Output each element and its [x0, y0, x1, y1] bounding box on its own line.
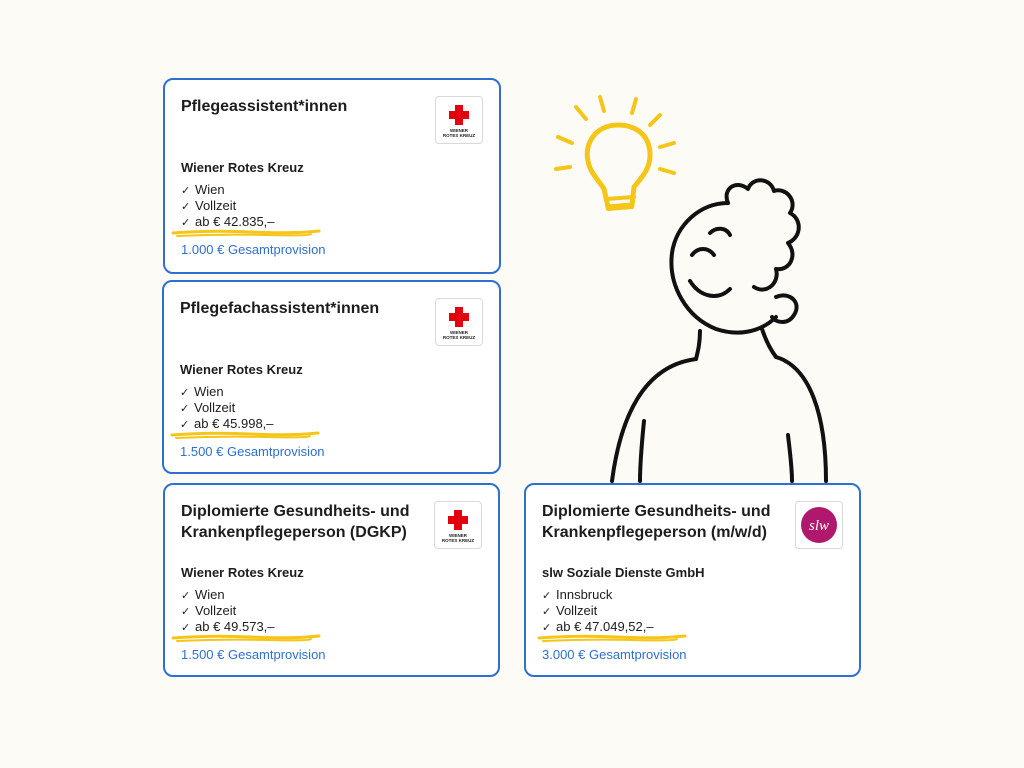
highlight-underline: [171, 633, 321, 643]
job-title: Diplomierte Gesundheits- und Krankenpflegeperson (DGKP): [181, 503, 410, 541]
check-icon: ✓: [181, 201, 191, 213]
company-logo: [435, 96, 483, 144]
logo-text-line2: ROTES KREUZ: [442, 335, 476, 340]
highlight-underline: [532, 633, 692, 643]
feature-location: ✓ Wien: [180, 384, 224, 399]
lightbulb-icon: [556, 97, 674, 209]
company-logo: [435, 298, 483, 346]
feature-salary: ✓ ab € 45.998,–: [180, 416, 274, 431]
commission-text: 3.000 € Gesamtprovision: [542, 647, 687, 662]
check-icon: ✓: [181, 590, 191, 602]
feature-salary: ✓ ab € 47.049,52,–: [542, 619, 654, 634]
thinking-person-illustration: [540, 85, 840, 485]
feature-salary: ✓ ab € 49.573,–: [181, 619, 275, 634]
job-card[interactable]: [524, 483, 861, 677]
check-icon: ✓: [180, 403, 190, 415]
commission-text: 1.500 € Gesamtprovision: [180, 444, 325, 459]
commission-text: 1.000 € Gesamtprovision: [181, 242, 326, 257]
company-logo: [434, 501, 482, 549]
commission-text: 1.500 € Gesamtprovision: [181, 647, 326, 662]
feature-employment: ✓ Vollzeit: [180, 400, 236, 415]
job-title: Pflegeassistent*innen: [181, 98, 348, 115]
feature-location: ✓ Wien: [181, 182, 225, 197]
person-figure: [612, 180, 826, 481]
job-title: Diplomierte Gesundheits- und Krankenpflegeperson (m/w/d): [542, 503, 771, 541]
feature-salary: ✓ ab € 42.835,–: [181, 214, 275, 229]
feature-list: [181, 182, 275, 230]
feature-employment: ✓ Vollzeit: [181, 603, 237, 618]
logo-text-line2: ROTES KREUZ: [442, 133, 476, 138]
check-icon: ✓: [180, 387, 190, 399]
logo-text-line1: WIENER: [449, 533, 467, 538]
check-icon: ✓: [542, 606, 552, 618]
check-icon: ✓: [180, 419, 190, 431]
feature-list: [542, 587, 654, 635]
check-icon: ✓: [181, 217, 191, 229]
job-card[interactable]: [163, 483, 500, 677]
feature-employment: ✓ Vollzeit: [542, 603, 598, 618]
job-title: Pflegefachassistent*innen: [180, 300, 380, 317]
job-card[interactable]: [162, 280, 501, 474]
feature-list: [180, 384, 274, 432]
feature-location: ✓ Wien: [181, 587, 225, 602]
job-card[interactable]: [163, 78, 501, 274]
feature-list: [181, 587, 275, 635]
feature-employment: ✓ Vollzeit: [181, 198, 237, 213]
logo-text-line1: WIENER: [450, 128, 468, 133]
feature-location: ✓ Innsbruck: [542, 587, 613, 602]
logo-text: slw: [808, 518, 830, 534]
logo-text-line1: WIENER: [450, 330, 468, 335]
check-icon: ✓: [181, 606, 191, 618]
company-name: Wiener Rotes Kreuz: [181, 565, 304, 580]
logo-text-line2: ROTES KREUZ: [441, 538, 475, 543]
check-icon: ✓: [542, 590, 552, 602]
company-name: Wiener Rotes Kreuz: [181, 160, 304, 175]
check-icon: ✓: [542, 622, 552, 634]
company-name: Wiener Rotes Kreuz: [180, 362, 303, 377]
highlight-underline: [171, 228, 321, 238]
check-icon: ✓: [181, 622, 191, 634]
company-logo: [795, 501, 843, 549]
highlight-underline: [170, 430, 320, 440]
company-name: slw Soziale Dienste GmbH: [542, 565, 705, 580]
check-icon: ✓: [181, 185, 191, 197]
